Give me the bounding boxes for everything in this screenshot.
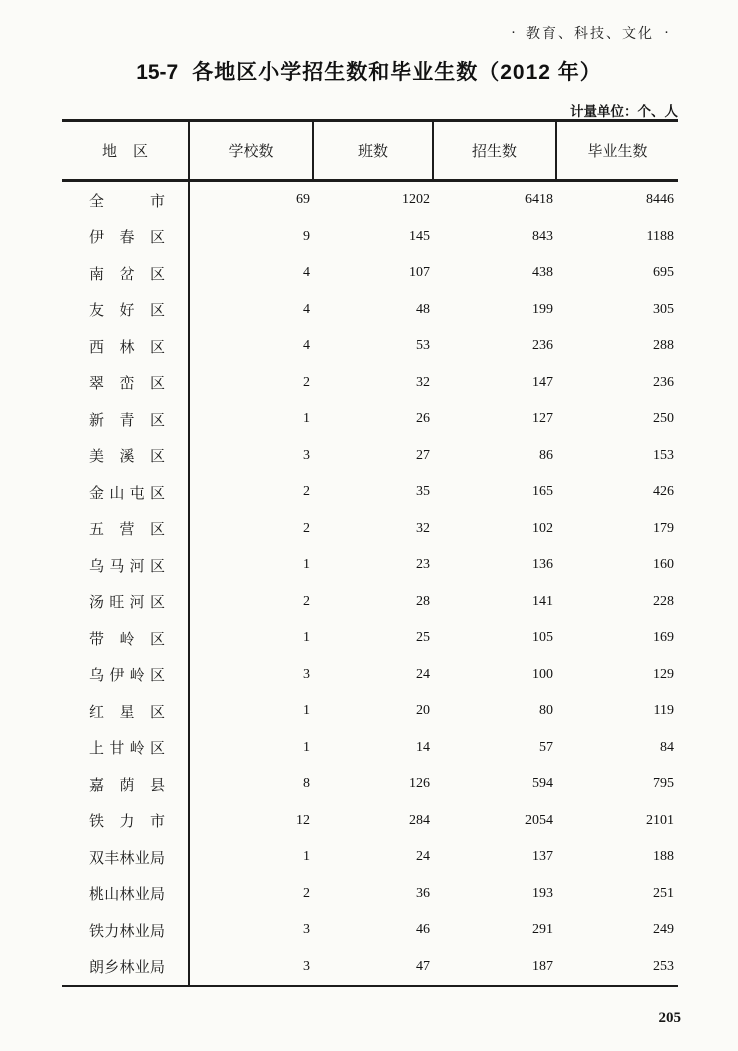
- region-cell: [62, 620, 190, 657]
- region-name: 红 星 区: [89, 704, 165, 721]
- table-row: [62, 912, 678, 949]
- region-name: 双 丰 林 业 局: [89, 850, 165, 867]
- enrollment-cell: 105: [532, 630, 553, 646]
- enrollment-cell: 127: [532, 411, 553, 427]
- header-cell-classes: 班数: [314, 122, 434, 179]
- table-row: [62, 584, 678, 621]
- region-name: 南 岔 区: [89, 266, 165, 283]
- graduates-cell: 188: [653, 849, 674, 865]
- region-name: 友 好 区: [89, 303, 165, 320]
- region-name: 伊 春 区: [89, 230, 165, 247]
- classes-cell: 126: [409, 776, 430, 792]
- region-cell: [62, 766, 190, 803]
- classes-cell: 14: [416, 739, 430, 755]
- enrollment-cell: 80: [539, 703, 553, 719]
- table-row: [62, 693, 678, 730]
- graduates-cell: 2101: [646, 812, 674, 828]
- schools-cell: 2: [303, 885, 310, 901]
- region-name: 翠 峦 区: [89, 376, 165, 393]
- bullet-icon: ·: [511, 24, 516, 41]
- table-row: [62, 219, 678, 256]
- table-row: [62, 511, 678, 548]
- schools-cell: 1: [303, 557, 310, 573]
- region-name: 新 青 区: [89, 412, 165, 429]
- classes-cell: 32: [416, 520, 430, 536]
- classes-cell: 145: [409, 228, 430, 244]
- header-region-label: 地 区: [102, 144, 148, 160]
- region-name: 美 溪 区: [89, 449, 165, 466]
- region-name: 嘉 荫 县: [89, 777, 165, 794]
- enrollment-cell: 86: [539, 447, 553, 463]
- region-cell: [62, 365, 190, 402]
- region-name: 带 岭 区: [89, 631, 165, 648]
- region-cell: [62, 219, 190, 256]
- graduates-cell: 695: [653, 265, 674, 281]
- table-row: [62, 182, 678, 219]
- enrollment-cell: 193: [532, 885, 553, 901]
- schools-cell: 4: [303, 338, 310, 354]
- schools-cell: 3: [303, 666, 310, 682]
- table-row: [62, 803, 678, 840]
- enrollment-cell: 236: [532, 338, 553, 354]
- schools-cell: 3: [303, 958, 310, 974]
- table-header-row: [62, 122, 678, 182]
- header-cell-graduates: 毕业生数: [587, 144, 648, 160]
- graduates-cell: 8446: [646, 192, 674, 208]
- statistics-table: [62, 119, 678, 987]
- schools-cell: 3: [303, 447, 310, 463]
- schools-cell: 12: [296, 812, 310, 828]
- graduates-cell: 288: [653, 338, 674, 354]
- region-cell: [62, 474, 190, 511]
- graduates-cell: 169: [653, 630, 674, 646]
- table-row: [62, 401, 678, 438]
- table-row: [62, 255, 678, 292]
- region-cell: [62, 876, 190, 913]
- classes-cell: 1202: [402, 192, 430, 208]
- schools-cell: 1: [303, 739, 310, 755]
- table-row: [62, 547, 678, 584]
- classes-cell: 28: [416, 593, 430, 609]
- page-title: [0, 56, 738, 86]
- graduates-cell: 160: [653, 557, 674, 573]
- table-row: [62, 657, 678, 694]
- table-title-text: 各地区小学招生数和毕业生数（2012 年）: [192, 61, 602, 84]
- classes-cell: 46: [416, 922, 430, 938]
- classes-cell: 36: [416, 885, 430, 901]
- enrollment-cell: 6418: [525, 192, 553, 208]
- header-cell-enrollment: 招生数: [434, 122, 557, 179]
- enrollment-cell: 147: [532, 374, 553, 390]
- classes-cell: 27: [416, 447, 430, 463]
- graduates-cell: 795: [653, 776, 674, 792]
- classes-cell: 107: [409, 265, 430, 281]
- table-row: [62, 949, 678, 986]
- table-row: [62, 876, 678, 913]
- schools-cell: 4: [303, 265, 310, 281]
- classes-cell: 23: [416, 557, 430, 573]
- enrollment-cell: 2054: [525, 812, 553, 828]
- region-name: 西 林 区: [89, 339, 165, 356]
- schools-cell: 3: [303, 922, 310, 938]
- table-body: [62, 182, 678, 987]
- region-name: 朗 乡 林 业 局: [89, 960, 165, 977]
- region-name: 乌 伊 岭 区: [89, 668, 165, 685]
- region-name: 金 山 屯 区: [89, 485, 165, 502]
- graduates-cell: 179: [653, 520, 674, 536]
- classes-cell: 32: [416, 374, 430, 390]
- enrollment-cell: 136: [532, 557, 553, 573]
- region-cell: [62, 730, 190, 767]
- enrollment-cell: 438: [532, 265, 553, 281]
- graduates-cell: 129: [653, 666, 674, 682]
- graduates-cell: 426: [653, 484, 674, 500]
- region-name: 上 甘 岭 区: [89, 741, 165, 758]
- enrollment-cell: 137: [532, 849, 553, 865]
- table-row: [62, 766, 678, 803]
- category-header-text: 教育、科技、文化: [526, 27, 654, 42]
- unit-note: 计量单位：个、人: [570, 104, 678, 119]
- graduates-cell: 305: [653, 301, 674, 317]
- graduates-cell: 250: [653, 411, 674, 427]
- region-name: 桃 山 林 业 局: [89, 887, 165, 904]
- header-cell-schools: 学校数: [190, 122, 314, 179]
- graduates-cell: 228: [653, 593, 674, 609]
- schools-cell: 1: [303, 411, 310, 427]
- region-cell: [62, 839, 190, 876]
- region-name: 汤 旺 河 区: [89, 595, 165, 612]
- region-cell: [62, 803, 190, 840]
- region-cell: [62, 438, 190, 475]
- classes-cell: 20: [416, 703, 430, 719]
- bullet-icon: ·: [664, 24, 669, 41]
- graduates-cell: 236: [653, 374, 674, 390]
- enrollment-cell: 291: [532, 922, 553, 938]
- enrollment-cell: 594: [532, 776, 553, 792]
- category-header: [501, 23, 679, 43]
- table-row: [62, 839, 678, 876]
- table-row: [62, 292, 678, 329]
- graduates-cell: 251: [653, 885, 674, 901]
- region-cell: [62, 328, 190, 365]
- region-name: 五 营 区: [89, 522, 165, 539]
- region-name: 铁 力 林 业 局: [89, 923, 165, 940]
- table-row: [62, 474, 678, 511]
- schools-cell: 1: [303, 849, 310, 865]
- region-name: 乌 马 河 区: [89, 558, 165, 575]
- classes-cell: 24: [416, 849, 430, 865]
- region-cell: [62, 912, 190, 949]
- classes-cell: 47: [416, 958, 430, 974]
- classes-cell: 35: [416, 484, 430, 500]
- schools-cell: 2: [303, 520, 310, 536]
- table-row: [62, 438, 678, 475]
- enrollment-cell: 843: [532, 228, 553, 244]
- classes-cell: 48: [416, 301, 430, 317]
- enrollment-cell: 102: [532, 520, 553, 536]
- table-number: 15-7: [136, 61, 179, 84]
- table-row: [62, 328, 678, 365]
- table-row: [62, 730, 678, 767]
- table-row: [62, 620, 678, 657]
- schools-cell: 1: [303, 630, 310, 646]
- graduates-cell: 249: [653, 922, 674, 938]
- graduates-cell: 153: [653, 447, 674, 463]
- region-cell: [62, 584, 190, 621]
- region-cell: [62, 657, 190, 694]
- classes-cell: 24: [416, 666, 430, 682]
- enrollment-cell: 199: [532, 301, 553, 317]
- schools-cell: 4: [303, 301, 310, 317]
- schools-cell: 8: [303, 776, 310, 792]
- header-cell-region: [62, 122, 190, 179]
- region-cell: [62, 255, 190, 292]
- graduates-cell: 253: [653, 958, 674, 974]
- graduates-cell: 119: [653, 703, 674, 719]
- classes-cell: 284: [409, 812, 430, 828]
- enrollment-cell: 187: [532, 958, 553, 974]
- classes-cell: 53: [416, 338, 430, 354]
- schools-cell: 2: [303, 374, 310, 390]
- region-cell: [62, 511, 190, 548]
- graduates-cell: 1188: [646, 228, 674, 244]
- schools-cell: 69: [296, 192, 310, 208]
- table-row: [62, 365, 678, 402]
- region-name: 铁 力 市: [89, 814, 165, 831]
- schools-cell: 2: [303, 484, 310, 500]
- enrollment-cell: 165: [532, 484, 553, 500]
- schools-cell: 9: [303, 228, 310, 244]
- page-number: 205: [658, 1010, 681, 1026]
- classes-cell: 26: [416, 411, 430, 427]
- region-cell: [62, 401, 190, 438]
- enrollment-cell: 57: [539, 739, 553, 755]
- region-cell: [62, 547, 190, 584]
- schools-cell: 1: [303, 703, 310, 719]
- graduates-cell: 84: [660, 739, 674, 755]
- enrollment-cell: 100: [532, 666, 553, 682]
- region-cell: [62, 693, 190, 730]
- schools-cell: 2: [303, 593, 310, 609]
- region-cell: [62, 182, 190, 219]
- region-name: 全 市: [89, 193, 165, 210]
- classes-cell: 25: [416, 630, 430, 646]
- region-cell: [62, 949, 190, 986]
- region-cell: [62, 292, 190, 329]
- enrollment-cell: 141: [532, 593, 553, 609]
